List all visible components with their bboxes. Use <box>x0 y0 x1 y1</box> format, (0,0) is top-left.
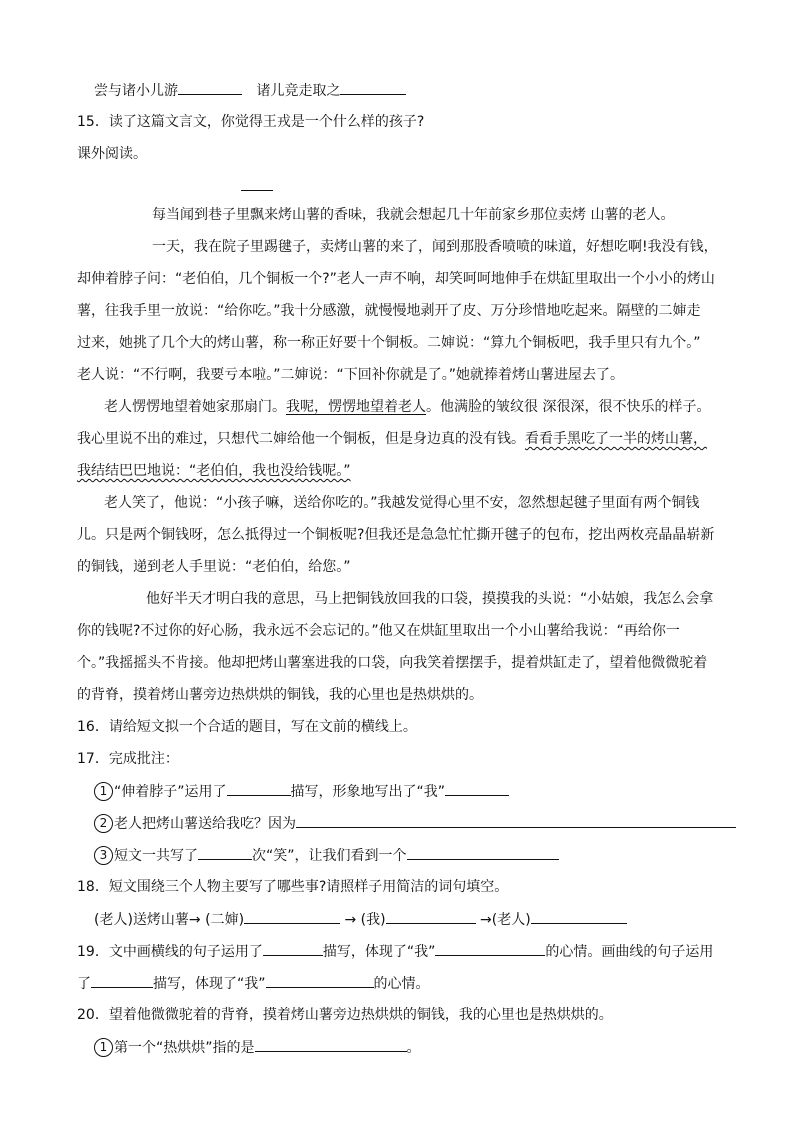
sequence-text: →(老人) <box>480 912 531 928</box>
passage-line: 薯，往我手里一放说：“给你吃。”我十分感激，就慢慢地剥开了皮、万分珍惜地吃起来。隔壁的二婶走 <box>77 303 701 319</box>
title-blank[interactable] <box>241 190 273 191</box>
passage-line: 个。”我摇摇头不肯接。他却把烤山薯塞进我的口袋，向我笑着摆摆手，提着烘缸走了，望着他微微驼着 <box>77 655 708 671</box>
answer-blank[interactable] <box>531 909 627 924</box>
answer-blank[interactable] <box>91 973 153 988</box>
passage-text: 我心里说不出的难过，只想代二婶给他一个铜板，但是身边真的没有钱。 <box>77 431 525 447</box>
passage-line: 儿。只是两个铜钱呀，怎么抵得过一个铜板呢?但我还是急急忙忙撕开毽子的包布，挖出两枚亮晶晶崭新 <box>77 527 715 543</box>
question-20-item-1 <box>94 1037 421 1058</box>
question-17-item-2 <box>94 813 736 834</box>
passage-line: 他好半天才明白我的意思，马上把铜钱放回我的口袋，摸摸我的头说：“小姑娘，我怎么会拿 <box>146 591 714 607</box>
item-text: 次“笑”，让我们看到一个 <box>252 848 407 864</box>
answer-blank[interactable] <box>198 845 252 860</box>
answer-blank[interactable] <box>407 845 559 860</box>
answer-blank[interactable] <box>296 813 736 828</box>
item-text: 描写，形象地写出了“我” <box>290 784 446 800</box>
q14-line <box>94 80 406 101</box>
wavy-underlined-sentence: 看看手黑吃了一半的烤山薯， <box>525 431 707 447</box>
question-19-line-1 <box>77 941 713 962</box>
answer-blank[interactable] <box>340 80 406 95</box>
answer-blank[interactable] <box>266 973 374 988</box>
straight-underlined-sentence: 我呢，愣愣地望着老人 <box>286 399 426 415</box>
circled-number-1: 1 <box>94 1038 113 1057</box>
question-20-heading: 20．望着他微微驼着的背脊，摸着烤山薯旁边热烘烘的铜钱，我的心里也是热烘烘的。 <box>77 1007 613 1023</box>
answer-blank[interactable] <box>435 941 545 956</box>
question-text: 描写，体现了“我” <box>322 944 436 960</box>
passage-line: 你的钱呢?不过你的好心肠，我永远不会忘记的。”他又在烘缸里取出一个小山薯给我说：“再给你一 <box>77 623 680 639</box>
question-17-item-1 <box>94 781 509 802</box>
section-heading: 课外阅读。 <box>77 146 147 162</box>
question-text: 的心情。画曲线的句子运用 <box>545 944 714 960</box>
passage-text: 。他满脸的皱纹很 深很深，很不快乐的样子。 <box>426 399 711 415</box>
question-text: 了 <box>77 976 91 992</box>
question-19-line-2 <box>77 973 430 994</box>
passage-line: 的背脊，摸着烤山薯旁边热烘烘的铜钱，我的心里也是热烘烘的。 <box>77 687 483 703</box>
wavy-underlined-sentence: 我结结巴巴地说：“老伯伯，我也没给钱呢。” <box>77 463 351 479</box>
passage-line: 过来，她挑了几个大的烤山薯，称一称正好要十个铜板。二婶说：“算九个铜板吧，我手里只有九个。” <box>77 335 701 351</box>
circled-number-1: 1 <box>94 782 113 801</box>
passage-line: 老人说：“不行啊，我要亏本啦。”二婶说：“下回补你就是了。”她就捧着烤山薯进屋去了。 <box>77 367 625 383</box>
passage-line: 老人笑了，他说：“小孩子嘛，送给你吃的。”我越发觉得心里不安，忽然想起毽子里面有两个铜钱 <box>104 495 700 511</box>
circled-number-3: 3 <box>94 846 113 865</box>
item-text: 短文一共写了 <box>114 848 198 864</box>
item-text: “伸着脖子”运用了 <box>114 784 227 800</box>
passage-line <box>77 429 707 449</box>
item-text: 。 <box>406 1040 421 1056</box>
answer-blank[interactable] <box>445 781 509 796</box>
item-text: 老人把烤山薯送给我吃？因为 <box>114 816 296 832</box>
answer-blank[interactable] <box>386 909 476 924</box>
question-16: 16．请给短文拟一个合适的题目，写在文前的横线上。 <box>77 719 417 735</box>
sequence-text: → (我) <box>344 912 386 928</box>
passage-line: 却伸着脖子问：“老伯伯，几个铜板一个?”老人一声不响，却笑呵呵地伸手在烘缸里取出一个小小的烤山 <box>77 271 715 287</box>
sequence-text: (老人)送烤山薯→ (二婶) <box>94 912 245 928</box>
question-15: 15．读了这篇文言文，你觉得王戎是一个什么样的孩子? <box>77 114 425 130</box>
answer-blank[interactable] <box>227 781 291 796</box>
answer-blank[interactable] <box>178 80 242 95</box>
question-18-sequence <box>94 909 627 930</box>
question-text: 的心情。 <box>373 976 430 992</box>
answer-blank[interactable] <box>263 941 323 956</box>
item-text: 第一个“热烘烘”指的是 <box>114 1040 255 1056</box>
circled-number-2: 2 <box>94 814 113 833</box>
passage-text: 老人愣愣地望着她家那扇门。 <box>104 399 286 415</box>
question-17-heading: 17．完成批注： <box>77 751 179 767</box>
passage-line: 的铜钱，递到老人手里说：“老伯伯，给您。” <box>77 559 351 575</box>
answer-blank[interactable] <box>255 1037 407 1052</box>
q14-phrase-b: 诸儿竞走取之 <box>256 83 341 99</box>
question-text: 19．文中画横线的句子运用了 <box>77 944 263 960</box>
answer-blank[interactable] <box>244 909 340 924</box>
question-text: 描写，体现了“我” <box>153 976 266 992</box>
passage-line <box>77 461 351 481</box>
q14-phrase-a: 尝与诸小儿游 <box>94 83 178 99</box>
question-18-heading: 18．短文围绕三个人物主要写了哪些事?请照样子用简洁的词句填空。 <box>77 879 509 895</box>
passage-line: 一天，我在院子里踢毽子，卖烤山薯的来了，闻到那股香喷喷的味道，好想吃啊!我没有钱， <box>152 239 718 255</box>
question-17-item-3 <box>94 845 559 866</box>
passage-paragraph-1: 每当闻到巷子里飘来烤山薯的香味，我就会想起几十年前家乡那位卖烤 山薯的老人。 <box>152 207 675 223</box>
passage-line <box>104 397 710 417</box>
